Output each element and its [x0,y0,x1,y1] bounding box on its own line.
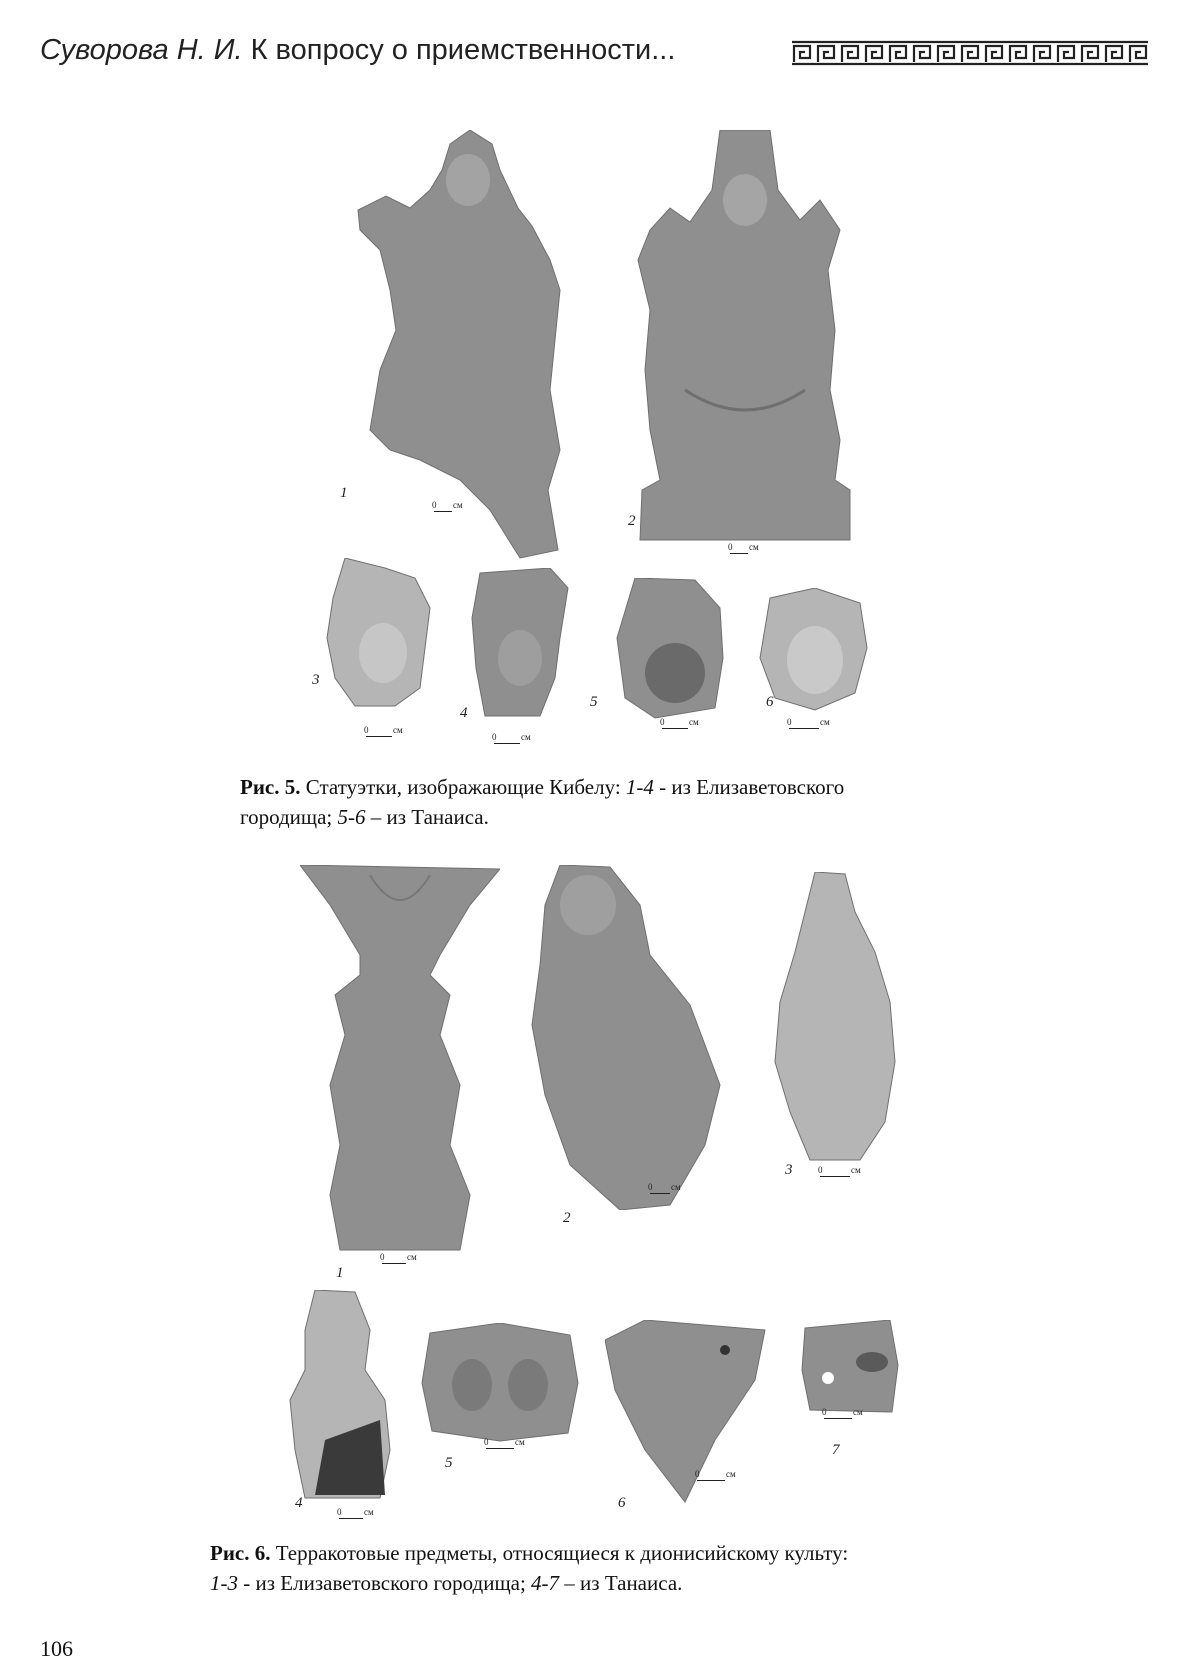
fig5-label-6: 6 [766,694,774,710]
fig6-scale-1 [380,1252,425,1269]
scale-bar [697,1480,725,1481]
fig6-scale-7 [822,1407,872,1424]
fig6-caption [210,1538,1110,1598]
fig5-label-1: 1 [340,485,348,501]
header-title: К вопросу о приемственности... [250,34,676,66]
scale-unit: см [853,1407,863,1417]
scale-zero: 0 [380,1252,385,1262]
fig6-caption-range2: 4-7 [531,1571,560,1595]
scale-bar [820,1176,850,1177]
scale-zero: 0 [648,1182,653,1192]
page-number: 106 [40,1636,73,1661]
scale-unit: см [851,1165,861,1175]
scale-unit: см [689,717,699,727]
fig5-caption-text: Статуэтки, изображающие Кибелу: [305,775,621,799]
scale-zero: 0 [337,1507,342,1517]
scale-bar [382,1263,406,1264]
fig5-label-3: 3 [312,672,320,688]
fig6-scale-2 [648,1182,688,1199]
scale-zero: 0 [822,1407,827,1417]
fig6-item-6-shard [605,1320,770,1505]
fig5-label-2: 2 [628,513,636,529]
scale-unit: см [364,1507,374,1517]
fig6-item-1-vessel [300,865,500,1255]
fig6-label-4: 4 [295,1495,303,1511]
fig6-caption-label: Рис. 6. [210,1541,271,1565]
fig6-scale-6 [695,1469,745,1486]
scale-unit: см [407,1252,417,1262]
scale-zero: 0 [484,1437,489,1447]
scale-unit: см [521,732,531,742]
fig6-scale-3 [818,1165,868,1182]
scale-zero: 0 [818,1165,823,1175]
fig6-caption-range1: 1-3 [210,1571,238,1595]
fig6-scale-4 [337,1507,382,1524]
scale-zero: 0 [364,725,369,735]
scale-unit: см [515,1437,525,1447]
scale-zero: 0 [728,542,733,552]
fig6-label-3: 3 [785,1162,793,1178]
scale-zero: 0 [695,1469,700,1479]
scale-unit: см [393,725,403,735]
scale-bar [486,1448,514,1449]
scale-unit: см [453,500,463,510]
scale-bar [650,1193,670,1194]
fig5-caption-line2-range: 5-6 [337,805,366,829]
scale-bar [824,1418,852,1419]
scale-zero: 0 [660,717,665,727]
fig6-label-7: 7 [832,1442,840,1458]
scale-zero: 0 [432,500,437,510]
fig5-label-4: 4 [460,705,468,721]
fig6-item-7-fragment [800,1320,900,1415]
fig6-label-2: 2 [563,1210,571,1226]
scale-unit: см [726,1469,736,1479]
fig6-scale-5 [484,1437,534,1454]
fig5-caption-text2: - из Елизаветовского [659,775,845,799]
scale-zero: 0 [492,732,497,742]
fig6-caption-text: Терракотовые предметы, относящиеся к дионисийскому культу: [275,1541,849,1565]
fig6-label-5: 5 [445,1455,453,1471]
fig5-caption-line2-prefix: городища; [240,805,333,829]
fig5-caption-range1: 1-4 [625,775,654,799]
scale-unit: см [671,1182,681,1192]
header-author: Суворова Н. И. [40,34,243,66]
fig6-label-1: 1 [336,1265,344,1281]
scale-bar [339,1518,363,1519]
fig6-caption-text3: – из Танаиса. [564,1571,683,1595]
fig5-caption-label: Рис. 5. [240,775,301,799]
fig5-caption-line2-text: – из Танаиса. [370,805,489,829]
fig6-item-3-figurine [765,872,900,1162]
fig6-label-6: 6 [618,1495,626,1511]
fig5-label-5: 5 [590,694,598,710]
scale-unit: см [820,717,830,727]
fig6-item-5-mask [420,1323,580,1443]
scale-zero: 0 [787,717,792,727]
scale-unit: см [749,542,759,552]
fig6-caption-text2: - из Елизаветовского городища; [243,1571,526,1595]
fig6-item-4-fragment [285,1290,395,1500]
fig6-item-2-figurine [530,865,730,1210]
